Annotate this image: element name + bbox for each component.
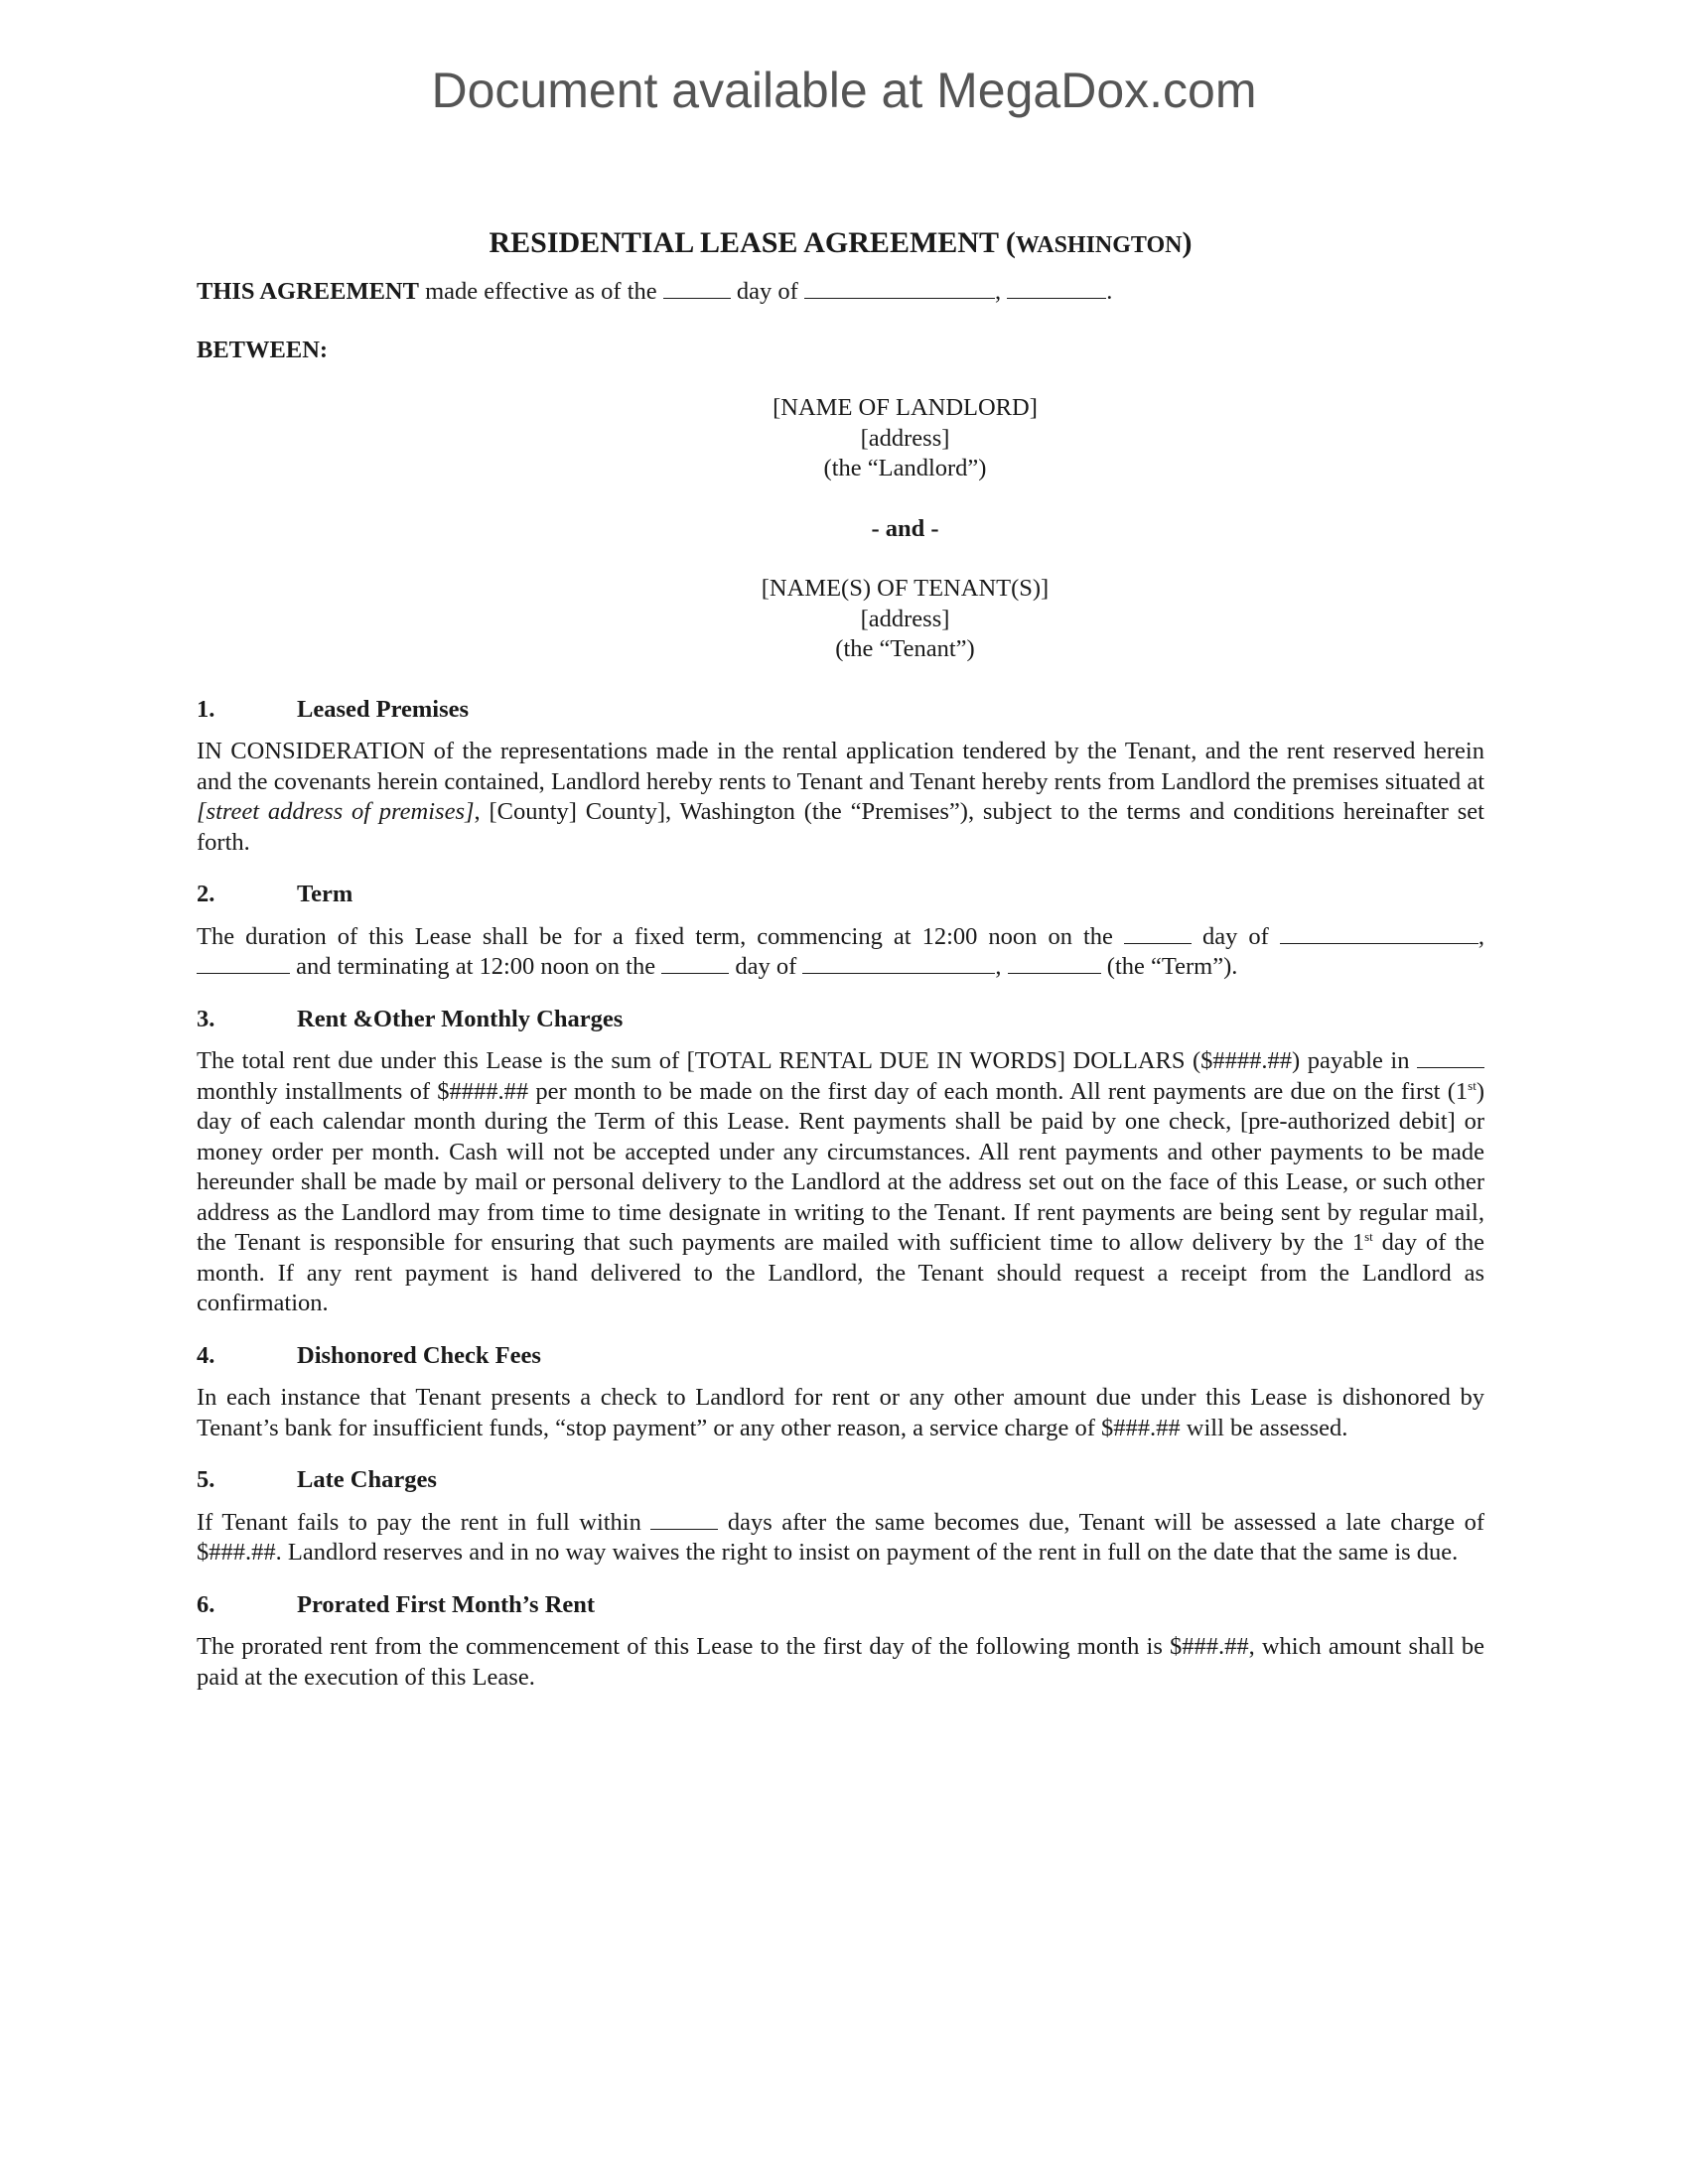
section-text: day of bbox=[735, 953, 797, 980]
section-title: Rent &Other Monthly Charges bbox=[297, 1005, 624, 1032]
intro-lead: THIS AGREEMENT bbox=[197, 278, 419, 305]
separator: , bbox=[1477, 922, 1485, 950]
late-days-blank[interactable] bbox=[650, 1511, 718, 1530]
section-title: Dishonored Check Fees bbox=[297, 1341, 541, 1369]
intro-end: . bbox=[1106, 278, 1113, 305]
section-number: 4. bbox=[197, 1341, 215, 1369]
document-body bbox=[197, 223, 1484, 1714]
tenant-defined: (the “Tenant”) bbox=[835, 635, 975, 662]
section-body-prorated-rent: The prorated rent from the commencement of this Lease to the first day of the following month is $###.##, which amount shall be paid at the execution of this Lease. bbox=[197, 1633, 1484, 1691]
title-state: WASHINGTON bbox=[1015, 232, 1183, 258]
title-main: RESIDENTIAL LEASE AGREEMENT ( bbox=[489, 226, 1016, 259]
section-number: 3. bbox=[197, 1005, 215, 1032]
section-text: and terminating at 12:00 noon on the bbox=[296, 953, 656, 980]
section-text: The total rent due under this Lease is the sum of [TOTAL RENTAL DUE IN WORDS] DOLLARS ($####.##) payable in bbox=[197, 1047, 1410, 1074]
start-month-blank[interactable] bbox=[1280, 925, 1478, 944]
section-body-dishonored-check: In each instance that Tenant presents a check to Landlord for rent or any other amount due under this Lease is dishonored by Tenant’s bank for insufficient funds, “stop payment” or any other reason, a service charge of $###.## will be assessed. bbox=[197, 1384, 1484, 1441]
premises-address-placeholder: [street address of premises] bbox=[197, 798, 475, 825]
end-year-blank[interactable] bbox=[1008, 955, 1101, 974]
day-blank[interactable] bbox=[663, 280, 731, 299]
section-text: monthly installments of $####.## per month to be made on the first day of each month. All rent payments are due on the first (1 bbox=[197, 1077, 1469, 1105]
document-title bbox=[197, 223, 1484, 265]
tenant-block bbox=[326, 574, 1484, 665]
intro-text-b: day of bbox=[736, 278, 798, 305]
watermark: Document available at MegaDox.com bbox=[431, 63, 1257, 118]
landlord-name: [NAME OF LANDLORD] bbox=[773, 394, 1038, 421]
section-number: 6. bbox=[197, 1590, 215, 1618]
year-blank[interactable] bbox=[1007, 280, 1106, 299]
section-heading bbox=[197, 1341, 1484, 1372]
intro-line bbox=[197, 277, 1484, 308]
section-text: ) day of each calendar month during the Term of this Lease. Rent payments shall be paid by one check, [pre-authorized debit] or money order per month. Cash will not be accepted under any circumstances. All rent payments and other payments to be made hereunder shall be made by mail or personal delivery to the Landlord at the address set out on the face of this Lease, or such other address as the Landlord may from time to time designate in writing to the Tenant. If rent payments are being sent by regular mail, the Tenant is responsible for ensuring that such payments are mailed with sufficient time to allow delivery by the 1 bbox=[197, 1077, 1484, 1256]
section-body-leased-premises bbox=[197, 737, 1484, 858]
section-body-late-charges bbox=[197, 1508, 1484, 1569]
section-number: 2. bbox=[197, 881, 215, 907]
section-title: Prorated First Month’s Rent bbox=[297, 1590, 596, 1618]
end-day-blank[interactable] bbox=[661, 955, 729, 974]
section-text: days after the same becomes due, Tenant will be assessed a late charge of $###.##. Landlord reserves and in no way waives the right to insist on payment of the rent in full on the date that the same is due. bbox=[197, 1508, 1484, 1566]
intro-text-a: made effective as of the bbox=[425, 278, 657, 305]
section-text: IN CONSIDERATION of the representations made in the rental application tendered by the Tenant, and the rent reserved herein and the covenants herein contained, Landlord hereby rents to Tenant and Tenant hereby rents from Landlord the premises situated at bbox=[197, 738, 1484, 795]
section-text: The duration of this Lease shall be for a fixed term, commencing at 12:00 noon on the bbox=[197, 922, 1113, 950]
section-heading bbox=[197, 695, 1484, 726]
section-text: If Tenant fails to pay the rent in full within bbox=[197, 1508, 641, 1536]
section-text: (the “Term”). bbox=[1106, 953, 1238, 980]
month-blank[interactable] bbox=[804, 280, 995, 299]
installments-blank[interactable] bbox=[1417, 1049, 1484, 1068]
section-heading bbox=[197, 1005, 1484, 1035]
section-body-term bbox=[197, 922, 1484, 983]
title-close: ) bbox=[1182, 226, 1193, 259]
section-body-rent bbox=[197, 1046, 1484, 1319]
section-number: 5. bbox=[197, 1466, 215, 1493]
tenant-name: [NAME(S) OF TENANT(S)] bbox=[761, 575, 1050, 602]
landlord-address: [address] bbox=[860, 424, 950, 452]
ordinal-superscript: st bbox=[1468, 1077, 1477, 1093]
end-month-blank[interactable] bbox=[802, 955, 995, 974]
separator: , bbox=[995, 953, 1002, 980]
section-heading bbox=[197, 1590, 1484, 1621]
section-title: Term bbox=[297, 881, 353, 907]
section-text: , [County] County], Washington (the “Premises”), subject to the terms and conditions hereinafter set forth. bbox=[197, 798, 1484, 856]
between-label: BETWEEN: bbox=[197, 336, 329, 363]
ordinal-superscript: st bbox=[1364, 1228, 1373, 1244]
section-heading bbox=[197, 880, 1484, 910]
and-separator: - and - bbox=[871, 514, 939, 542]
tenant-address: [address] bbox=[860, 605, 950, 632]
intro-sep: , bbox=[994, 278, 1002, 305]
section-heading bbox=[197, 1465, 1484, 1496]
section-number: 1. bbox=[197, 695, 215, 723]
landlord-defined: (the “Landlord”) bbox=[823, 455, 987, 481]
start-day-blank[interactable] bbox=[1124, 925, 1192, 944]
section-title: Late Charges bbox=[297, 1466, 437, 1493]
section-text: day of the month. If any rent payment is hand delivered to the Landlord, the Tenant should request a receipt from the Landlord as confirmation. bbox=[197, 1229, 1484, 1316]
section-text: day of bbox=[1202, 922, 1269, 950]
start-year-blank[interactable] bbox=[197, 955, 290, 974]
section-title: Leased Premises bbox=[297, 695, 470, 723]
landlord-block bbox=[326, 393, 1484, 484]
